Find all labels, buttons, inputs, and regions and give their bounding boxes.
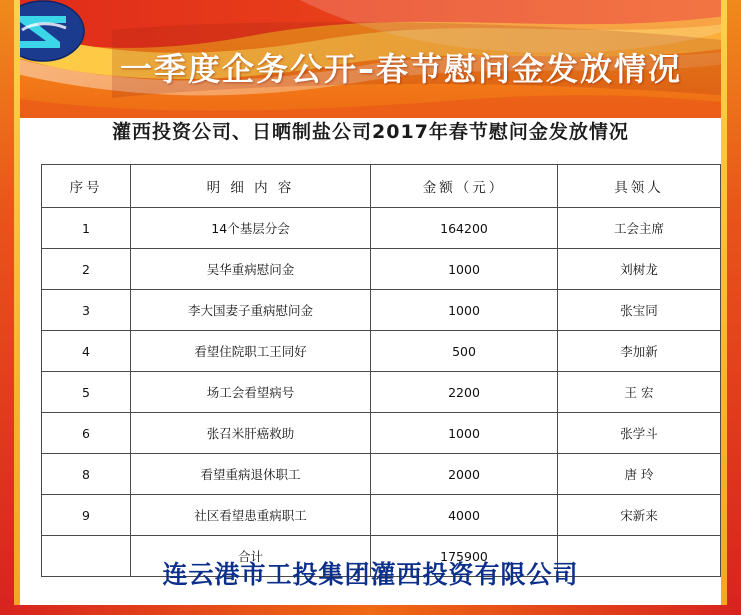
cell-amount: 1000	[371, 249, 558, 290]
cell-receiver: 张宝同	[558, 290, 721, 331]
cell-detail: 李大国妻子重病慰问金	[131, 290, 371, 331]
table-row	[42, 290, 721, 331]
document-title: 灌西投资公司、日晒制盐公司2017年春节慰问金发放情况	[112, 121, 629, 143]
cell-detail: 看望重病退休职工	[131, 454, 371, 495]
cell-total-label: 合计	[131, 536, 371, 577]
cell-amount: 500	[371, 331, 558, 372]
column-header-detail: 明 细 内 容	[131, 165, 371, 208]
table-row	[42, 454, 721, 495]
right-inner-bar	[721, 0, 727, 615]
cell-no: 9	[42, 495, 131, 536]
table-row	[42, 208, 721, 249]
column-header-no: 序号	[42, 165, 131, 208]
bottom-edge-bar	[0, 605, 741, 615]
cell-receiver: 刘树龙	[558, 249, 721, 290]
table-header-row	[42, 165, 721, 208]
left-edge-bar	[0, 0, 14, 615]
cell-no: 1	[42, 208, 131, 249]
table-row	[42, 372, 721, 413]
table-header	[42, 165, 721, 208]
cell-no: 8	[42, 454, 131, 495]
cell-no: 3	[42, 290, 131, 331]
table-row	[42, 331, 721, 372]
cell-receiver: 王 宏	[558, 372, 721, 413]
cell-no: 2	[42, 249, 131, 290]
cell-detail: 看望住院职工王同好	[131, 331, 371, 372]
cell-receiver: 宋新来	[558, 495, 721, 536]
banner-title: 一季度企务公开–春节慰问金发放情况	[120, 50, 683, 88]
cell-receiver: 唐 玲	[558, 454, 721, 495]
cell-amount: 4000	[371, 495, 558, 536]
cell-detail: 吴华重病慰问金	[131, 249, 371, 290]
cell-no: 5	[42, 372, 131, 413]
table-body	[42, 208, 721, 577]
cell-total-amount: 175900	[371, 536, 558, 577]
cell-amount: 2200	[371, 372, 558, 413]
cell-amount: 1000	[371, 413, 558, 454]
table-row	[42, 413, 721, 454]
cell-detail: 张召米肝癌救助	[131, 413, 371, 454]
column-header-receiver: 具领人	[558, 165, 721, 208]
cell-no: 6	[42, 413, 131, 454]
footer-company-name: 连云港市工投集团灌西投资有限公司	[162, 560, 579, 589]
header-banner	[0, 0, 741, 118]
cell-no: 4	[42, 331, 131, 372]
cell-detail: 社区看望患重病职工	[131, 495, 371, 536]
table-container	[41, 164, 700, 577]
cell-receiver: 李加新	[558, 331, 721, 372]
cell-receiver: 工会主席	[558, 208, 721, 249]
cell-receiver: 张学斗	[558, 413, 721, 454]
table-row	[42, 249, 721, 290]
right-edge-bar	[727, 0, 741, 615]
cell-detail: 14个基层分会	[131, 208, 371, 249]
allowance-table	[41, 164, 721, 577]
cell-amount: 164200	[371, 208, 558, 249]
cell-amount: 2000	[371, 454, 558, 495]
left-inner-bar	[14, 0, 20, 615]
cell-amount: 1000	[371, 290, 558, 331]
column-header-amount: 金额（元）	[371, 165, 558, 208]
table-row	[42, 495, 721, 536]
cell-detail: 场工会看望病号	[131, 372, 371, 413]
